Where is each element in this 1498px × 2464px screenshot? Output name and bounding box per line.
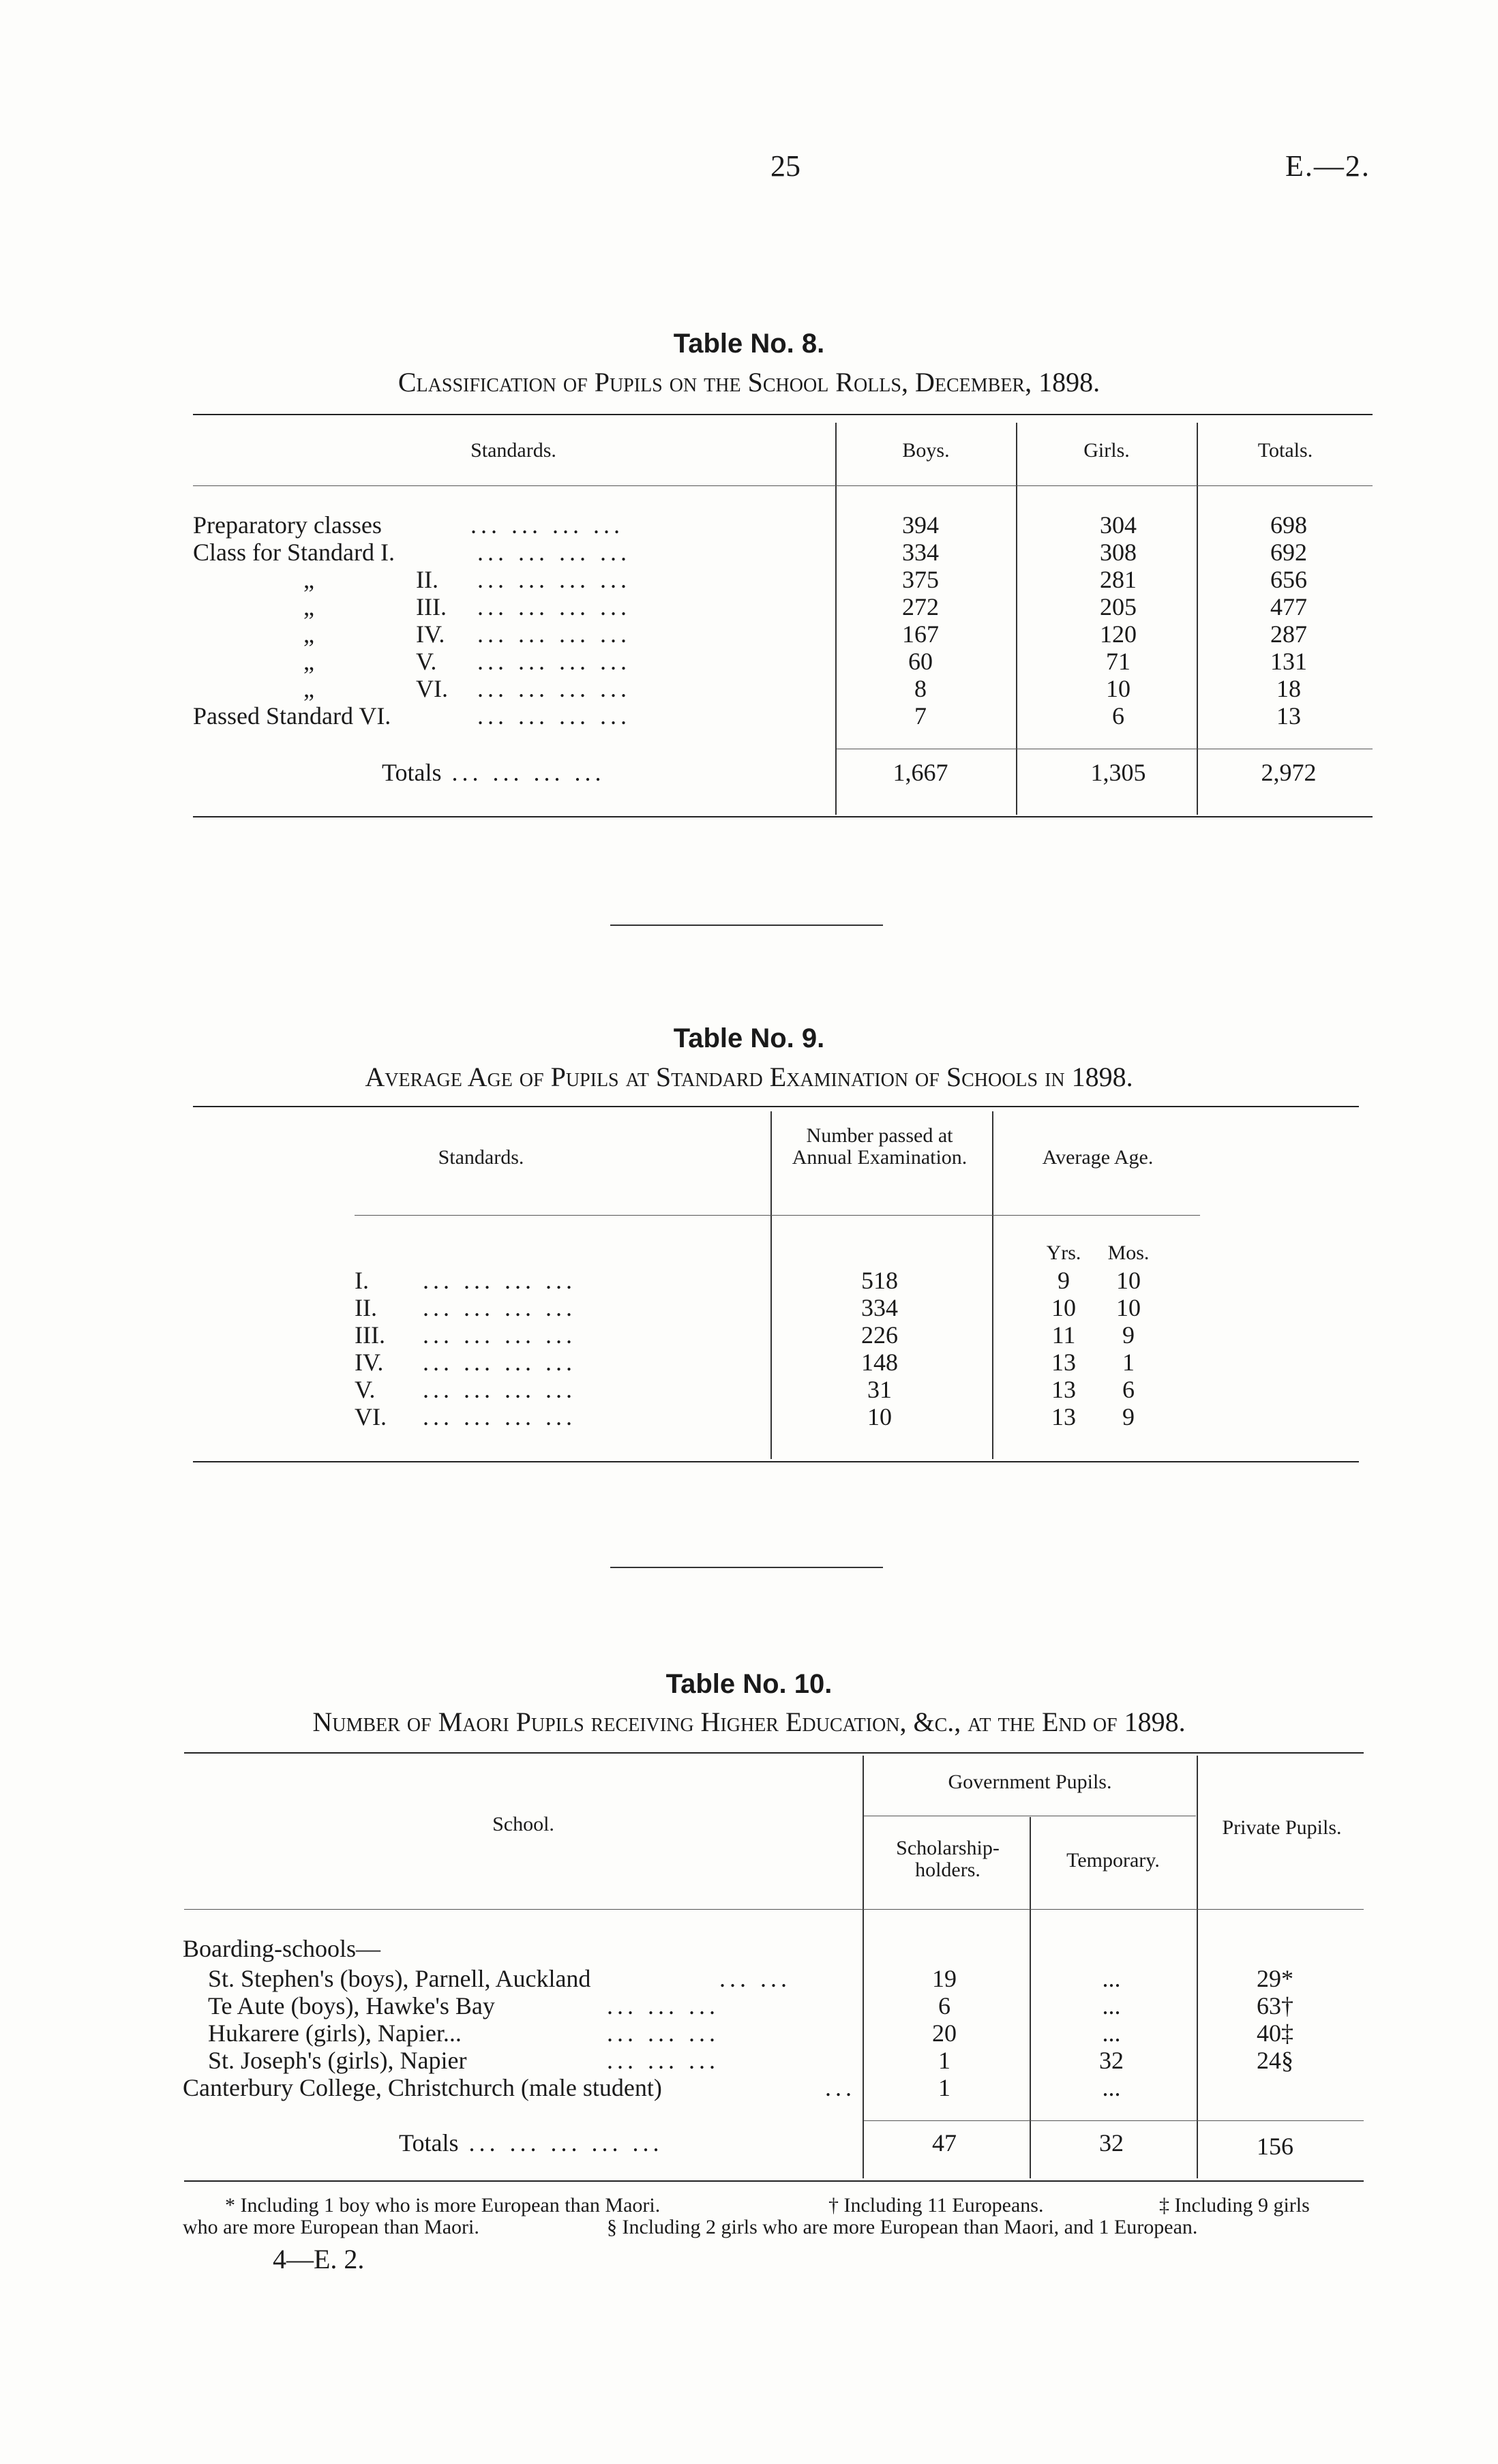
table8-leader-dots: ... ... ... ...	[477, 539, 631, 566]
signature-mark: 4—E. 2.	[273, 2244, 365, 2274]
table8-ditto-mark: „	[303, 593, 314, 620]
table9-sub-mos: Mos.	[1107, 1242, 1150, 1264]
table9-cell-yrs: 13	[1051, 1376, 1076, 1403]
table8-title: Table No. 8.	[673, 329, 825, 359]
table9-col-passed: Number passed at Annual Examination.	[792, 1124, 968, 1169]
table10-group-label: Boarding-schools—	[183, 1935, 380, 1962]
table8-top-rule	[193, 414, 1373, 415]
table10-cell-temporary: 32	[1099, 2047, 1124, 2074]
table10-title: Table No. 10.	[665, 1669, 833, 1699]
table8-row-label: Passed Standard VI.	[193, 702, 391, 730]
table10-top-rule	[184, 1752, 1364, 1754]
table10-totals-label: Totals ... ... ... ... ...	[399, 2129, 663, 2157]
page-number: 25	[770, 149, 800, 183]
table9-title: Table No. 9.	[673, 1023, 825, 1053]
table9-bottom-rule	[193, 1461, 1359, 1462]
table10-cell-scholarship: 20	[932, 2019, 957, 2047]
table8-cell-girls: 120	[1100, 620, 1137, 648]
table10-row-label: Canterbury College, Christchurch (male student)	[183, 2074, 662, 2101]
table10-vline-1	[863, 1756, 864, 2178]
table8-cell-girls: 304	[1100, 511, 1137, 539]
table10-leader-dots: ... ... ...	[607, 2047, 719, 2074]
table9-leader-dots: ... ... ... ...	[423, 1349, 576, 1376]
table8-cell-girls: 71	[1106, 648, 1130, 675]
table10-cell-temporary: ...	[1102, 2019, 1121, 2047]
table10-cell-temporary: ...	[1102, 2074, 1121, 2101]
table10-subtitle: Number of Maori Pupils receiving Higher Education, &c., at the End of 1898.	[312, 1707, 1186, 1737]
table10-row-label: St. Joseph's (girls), Napier	[208, 2047, 467, 2074]
table8-cell-totals: 477	[1270, 593, 1307, 620]
table8-ditto-mark: „	[303, 620, 314, 648]
table8-cell-girls: 10	[1106, 675, 1130, 702]
table10-total-temporary: 32	[1099, 2129, 1124, 2157]
table9-row-label: V.	[355, 1376, 376, 1403]
table10-row-label: Te Aute (boys), Hawke's Bay	[208, 1992, 495, 2019]
table10-row-label: Hukarere (girls), Napier...	[208, 2019, 462, 2047]
table10-vline-2	[1030, 1817, 1031, 2178]
table9-cell-mos: 10	[1116, 1267, 1141, 1294]
table9-sub-yrs: Yrs.	[1046, 1242, 1081, 1264]
table9-row-label: III.	[355, 1321, 385, 1349]
table8-leader-dots: ... ... ... ...	[477, 675, 631, 702]
table10-total-scholarship: 47	[932, 2129, 957, 2157]
separator-2	[610, 1567, 883, 1568]
table8-cell-boys: 60	[908, 648, 933, 675]
table9-cell-yrs: 13	[1051, 1403, 1076, 1430]
table8-subtitle: Classification of Pupils on the School Rolls, December, 1898.	[398, 367, 1100, 397]
table9-row-label: VI.	[355, 1403, 387, 1430]
table8-ditto-mark: „	[303, 675, 314, 702]
table10-cell-private: 24§	[1257, 2047, 1293, 2074]
table9-cell-mos: 6	[1122, 1376, 1135, 1403]
table10-col-temporary: Temporary.	[1066, 1849, 1160, 1872]
table9-cell-yrs: 9	[1058, 1267, 1070, 1294]
table9-top-rule	[193, 1106, 1359, 1107]
table8-col-totals: Totals.	[1257, 439, 1313, 462]
footnote-2a: who are more European than Maori.	[183, 2216, 479, 2238]
table9-cell-passed: 148	[861, 1349, 898, 1376]
table8-cell-totals: 287	[1270, 620, 1307, 648]
table8-cell-totals: 698	[1270, 511, 1307, 539]
table9-cell-passed: 334	[861, 1294, 898, 1321]
table10-cell-private: 29*	[1257, 1965, 1293, 1992]
table8-cell-boys: 7	[914, 702, 927, 730]
table9-cell-yrs: 13	[1051, 1349, 1076, 1376]
table8-row-label: III.	[416, 593, 447, 620]
table10-header-rule	[184, 1909, 1364, 1910]
table10-col-school: School.	[492, 1813, 554, 1835]
table9-cell-passed: 226	[861, 1321, 898, 1349]
table9-vline-2	[992, 1111, 993, 1459]
table9-col-age: Average Age.	[1042, 1146, 1154, 1169]
table8-leader-dots: ... ... ... ...	[470, 511, 624, 539]
table8-row-label: VI.	[416, 675, 448, 702]
separator-1	[610, 925, 883, 926]
footnote-1c: ‡ Including 9 girls	[1159, 2194, 1310, 2217]
table10-cell-private: 40‡	[1257, 2019, 1293, 2047]
table9-cell-passed: 31	[867, 1376, 892, 1403]
table10-cell-temporary: ...	[1102, 1965, 1121, 1992]
table8-cell-girls: 205	[1100, 593, 1137, 620]
table8-cell-boys: 394	[902, 511, 939, 539]
table9-header-rule	[355, 1215, 1200, 1216]
table8-leader-dots: ... ... ... ...	[477, 566, 631, 593]
table10-vline-3	[1197, 1756, 1198, 2178]
table8-cell-girls: 308	[1100, 539, 1137, 566]
table8-cell-boys: 272	[902, 593, 939, 620]
table8-col-girls: Girls.	[1083, 439, 1130, 462]
footnote-2b: § Including 2 girls who are more European than Maori, and 1 European.	[607, 2216, 1198, 2238]
table8-vline-1	[835, 423, 837, 815]
table9-leader-dots: ... ... ... ...	[423, 1376, 576, 1403]
footnote-1a: * Including 1 boy who is more European than Maori.	[225, 2194, 661, 2217]
table9-leader-dots: ... ... ... ...	[423, 1321, 576, 1349]
table10-cell-scholarship: 1	[938, 2074, 950, 2101]
table8-cell-totals: 131	[1270, 648, 1307, 675]
table9-cell-mos: 9	[1122, 1321, 1135, 1349]
table8-leader-dots: ... ... ... ...	[477, 620, 631, 648]
table8-row-label: II.	[416, 566, 438, 593]
footnote-1b: † Including 11 Europeans.	[828, 2194, 1044, 2217]
table8-cell-girls: 6	[1112, 702, 1124, 730]
table10-cell-scholarship: 1	[938, 2047, 950, 2074]
table10-cell-scholarship: 19	[932, 1965, 957, 1992]
table8-cell-boys: 375	[902, 566, 939, 593]
table9-leader-dots: ... ... ... ...	[423, 1267, 576, 1294]
table10-cell-scholarship: 6	[938, 1992, 950, 2019]
table9-leader-dots: ... ... ... ...	[423, 1403, 576, 1430]
table9-cell-passed: 518	[861, 1267, 898, 1294]
table8-cell-totals: 692	[1270, 539, 1307, 566]
table9-col-standards: Standards.	[438, 1146, 524, 1169]
table10-leader-dots: ...	[825, 2074, 856, 2101]
table10-col-scholarship: Scholarship-holders.	[896, 1837, 1000, 1881]
table8-cell-totals: 13	[1276, 702, 1301, 730]
table8-row-label: Preparatory classes	[193, 511, 382, 539]
table8-cell-totals: 656	[1270, 566, 1307, 593]
table8-leader-dots: ... ... ... ...	[477, 593, 631, 620]
table9-cell-mos: 1	[1122, 1349, 1135, 1376]
table8-leader-dots: ... ... ... ...	[477, 648, 631, 675]
table8-total-totals: 2,972	[1261, 759, 1317, 786]
table10-total-private: 156	[1257, 2133, 1293, 2160]
table9-subtitle: Average Age of Pupils at Standard Examination of Schools in 1898.	[365, 1062, 1133, 1092]
table8-col-standards: Standards.	[470, 439, 556, 462]
table8-total-girls: 1,305	[1090, 759, 1146, 786]
table8-ditto-mark: „	[303, 648, 314, 675]
table10-sum-rule	[864, 2120, 1364, 2121]
table8-cell-totals: 18	[1276, 675, 1301, 702]
table9-vline-1	[770, 1111, 772, 1459]
table8-col-boys: Boys.	[902, 439, 950, 462]
document-code: E.—2.	[1285, 149, 1370, 183]
table8-totals-label: Totals ... ... ... ...	[382, 759, 605, 786]
table8-row-label: Class for Standard I.	[193, 539, 395, 566]
table10-row-label: St. Stephen's (boys), Parnell, Auckland	[208, 1965, 591, 1992]
table10-leader-dots: ... ... ...	[607, 2019, 719, 2047]
table10-bottom-rule	[184, 2180, 1364, 2182]
table8-vline-2	[1016, 423, 1017, 815]
table10-cell-temporary: ...	[1102, 1992, 1121, 2019]
table8-bottom-rule	[193, 816, 1373, 817]
table9-cell-passed: 10	[867, 1403, 892, 1430]
table8-leader-dots: ... ... ... ...	[477, 702, 631, 730]
table8-cell-girls: 281	[1100, 566, 1137, 593]
table9-cell-yrs: 11	[1051, 1321, 1076, 1349]
table10-cell-private: 63†	[1257, 1992, 1293, 2019]
table8-cell-boys: 334	[902, 539, 939, 566]
table8-row-label: IV.	[416, 620, 445, 648]
table9-leader-dots: ... ... ... ...	[423, 1294, 576, 1321]
table8-cell-boys: 167	[902, 620, 939, 648]
table8-vline-3	[1197, 423, 1198, 815]
table8-total-boys: 1,667	[893, 759, 948, 786]
table8-header-rule	[193, 485, 1373, 486]
table9-cell-mos: 10	[1116, 1294, 1141, 1321]
table10-leader-dots: ... ...	[719, 1965, 791, 1992]
table9-row-label: II.	[355, 1294, 377, 1321]
table8-row-label: V.	[416, 648, 437, 675]
table10-col-private: Private Pupils.	[1222, 1816, 1342, 1839]
table9-row-label: I.	[355, 1267, 369, 1294]
table9-cell-mos: 9	[1122, 1403, 1135, 1430]
table9-cell-yrs: 10	[1051, 1294, 1076, 1321]
table9-row-label: IV.	[355, 1349, 384, 1376]
table8-cell-boys: 8	[914, 675, 927, 702]
table8-ditto-mark: „	[303, 566, 314, 593]
table10-leader-dots: ... ... ...	[607, 1992, 719, 2019]
table10-col-government: Government Pupils.	[948, 1771, 1112, 1793]
